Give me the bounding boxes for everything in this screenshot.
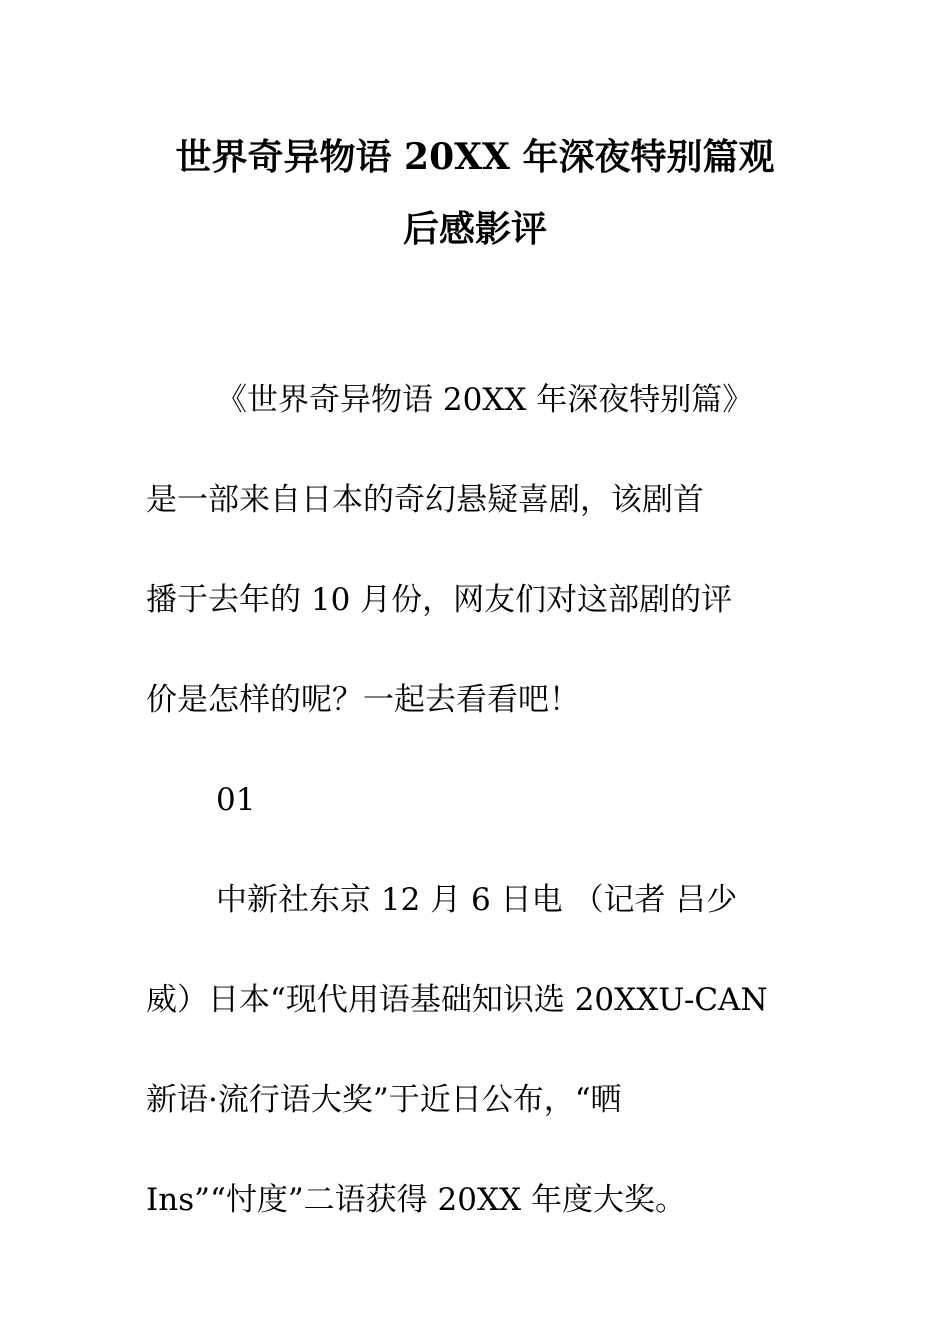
paragraph-line-8: Ins”“忖度”二语获得 20XX 年度大奖。 — [146, 1182, 686, 1218]
document-title-line-1: 世界奇异物语 20XX 年深夜特别篇观 — [175, 136, 775, 178]
paragraph-line-1: 《世界奇异物语 20XX 年深夜特别篇》 — [216, 382, 754, 418]
paragraph-line-6: 威）日本“现代用语基础知识选 20XXU-CAN — [146, 982, 768, 1018]
paragraph-line-3: 播于去年的 10 月份，网友们对这部剧的评 — [146, 582, 733, 618]
paragraph-line-7: 新语·流行语大奖”于近日公布，“晒 — [146, 1082, 622, 1118]
paragraph-line-4: 价是怎样的呢？一起去看看吧！ — [146, 682, 580, 718]
paragraph-line-2: 是一部来自日本的奇幻悬疑喜剧，该剧首 — [146, 482, 704, 518]
paragraph-line-5: 中新社东京 12 月 6 日电 （记者 吕少 — [216, 882, 738, 918]
document-title-line-2: 后感影评 — [402, 208, 547, 250]
section-number: 01 — [216, 782, 256, 818]
